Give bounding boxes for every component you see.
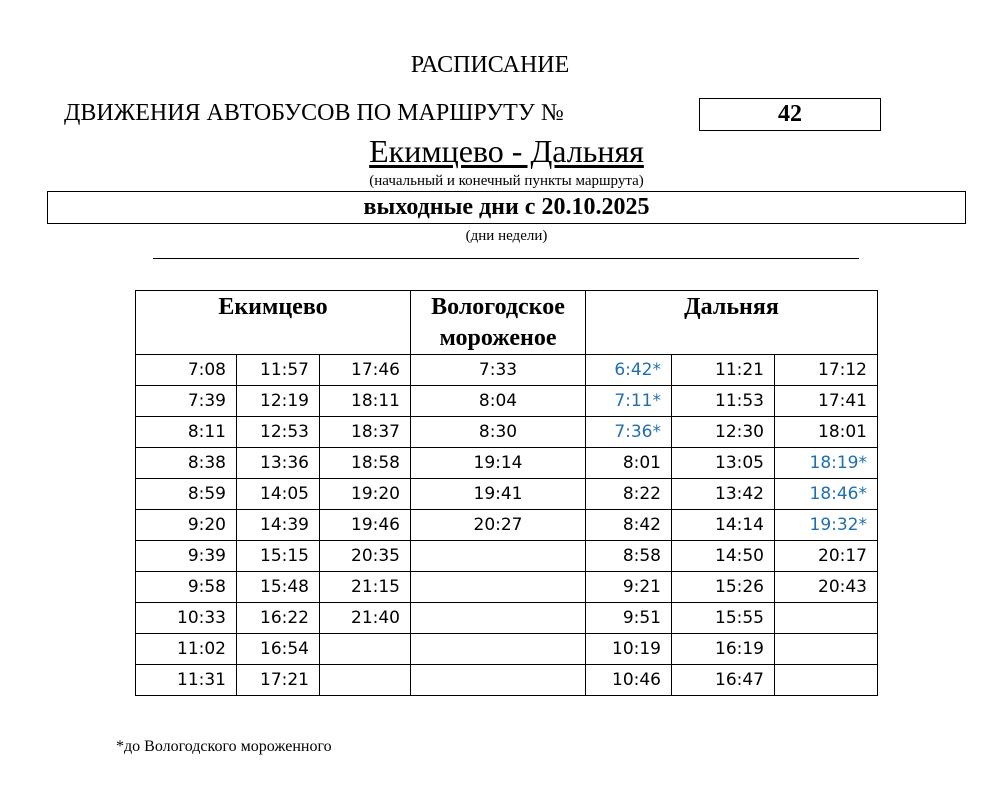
time-cell: 9:51 xyxy=(586,603,672,634)
time-cell: 9:58 xyxy=(136,572,237,603)
time-cell: 18:11 xyxy=(320,386,411,417)
time-cell: 19:14 xyxy=(411,448,586,479)
days-label: выходные дни с 20.10.2025 xyxy=(363,194,650,220)
time-cell xyxy=(411,603,586,634)
table-row xyxy=(136,665,878,696)
time-cell: 18:19* xyxy=(775,448,878,479)
days-box xyxy=(47,191,966,224)
time-cell: 17:46 xyxy=(320,355,411,386)
time-cell: 18:46* xyxy=(775,479,878,510)
time-cell: 13:36 xyxy=(237,448,320,479)
time-cell: 9:21 xyxy=(586,572,672,603)
schedule-body xyxy=(136,355,878,696)
table-row xyxy=(136,541,878,572)
time-cell: 10:33 xyxy=(136,603,237,634)
route-name: Екимцево - Дальняя xyxy=(369,133,644,169)
table-row xyxy=(136,386,878,417)
time-cell: 8:22 xyxy=(586,479,672,510)
time-cell: 15:48 xyxy=(237,572,320,603)
time-cell: 14:14 xyxy=(672,510,775,541)
time-cell: 7:36* xyxy=(586,417,672,448)
time-cell: 6:42* xyxy=(586,355,672,386)
time-cell xyxy=(320,665,411,696)
time-cell: 14:39 xyxy=(237,510,320,541)
time-cell: 14:50 xyxy=(672,541,775,572)
route-number: 42 xyxy=(778,101,802,127)
time-cell: 12:53 xyxy=(237,417,320,448)
time-cell xyxy=(320,634,411,665)
table-row xyxy=(136,417,878,448)
header-vologodskoe-morozhenoe: Вологодское мороженое xyxy=(411,291,586,355)
time-cell xyxy=(411,634,586,665)
time-cell: 11:21 xyxy=(672,355,775,386)
time-cell: 11:53 xyxy=(672,386,775,417)
time-cell: 16:47 xyxy=(672,665,775,696)
route-number-box xyxy=(699,98,881,131)
time-cell: 8:04 xyxy=(411,386,586,417)
time-cell: 11:31 xyxy=(136,665,237,696)
time-cell: 12:30 xyxy=(672,417,775,448)
time-cell: 16:22 xyxy=(237,603,320,634)
divider-line xyxy=(153,258,859,259)
time-cell: 13:42 xyxy=(672,479,775,510)
table-row xyxy=(136,572,878,603)
time-cell: 19:32* xyxy=(775,510,878,541)
table-row xyxy=(136,479,878,510)
time-cell xyxy=(775,634,878,665)
time-cell: 10:19 xyxy=(586,634,672,665)
time-cell: 13:05 xyxy=(672,448,775,479)
time-cell: 20:35 xyxy=(320,541,411,572)
time-cell: 10:46 xyxy=(586,665,672,696)
time-cell: 18:58 xyxy=(320,448,411,479)
time-cell: 7:33 xyxy=(411,355,586,386)
time-cell: 20:17 xyxy=(775,541,878,572)
time-cell: 8:30 xyxy=(411,417,586,448)
table-row xyxy=(136,634,878,665)
time-cell xyxy=(775,665,878,696)
time-cell: 18:01 xyxy=(775,417,878,448)
time-cell: 17:12 xyxy=(775,355,878,386)
time-cell: 20:27 xyxy=(411,510,586,541)
table-row xyxy=(136,510,878,541)
header-ekimtsevo: Екимцево xyxy=(136,291,411,355)
time-cell: 11:02 xyxy=(136,634,237,665)
time-cell: 9:20 xyxy=(136,510,237,541)
page-title: РАСПИСАНИЕ xyxy=(410,52,570,78)
footnote: *до Вологодского мороженного xyxy=(116,738,332,755)
table-row xyxy=(136,355,878,386)
time-cell: 11:57 xyxy=(237,355,320,386)
time-cell: 21:40 xyxy=(320,603,411,634)
time-cell: 19:46 xyxy=(320,510,411,541)
time-cell: 21:15 xyxy=(320,572,411,603)
time-cell: 19:20 xyxy=(320,479,411,510)
time-cell: 7:39 xyxy=(136,386,237,417)
time-cell: 8:01 xyxy=(586,448,672,479)
time-cell xyxy=(411,665,586,696)
table-row xyxy=(136,448,878,479)
time-cell: 17:21 xyxy=(237,665,320,696)
time-cell: 9:39 xyxy=(136,541,237,572)
days-note: (дни недели) xyxy=(465,228,548,244)
table-row xyxy=(136,603,878,634)
time-cell: 16:54 xyxy=(237,634,320,665)
route-subtitle: ДВИЖЕНИЯ АВТОБУСОВ ПО МАРШРУТУ № xyxy=(64,100,564,126)
time-cell: 15:26 xyxy=(672,572,775,603)
time-cell: 8:59 xyxy=(136,479,237,510)
time-cell: 20:43 xyxy=(775,572,878,603)
header-dalnyaya: Дальняя xyxy=(586,291,878,355)
route-name-note: (начальный и конечный пункты маршрута) xyxy=(369,173,644,189)
time-cell: 15:55 xyxy=(672,603,775,634)
time-cell xyxy=(411,572,586,603)
time-cell: 8:11 xyxy=(136,417,237,448)
time-cell: 16:19 xyxy=(672,634,775,665)
time-cell: 7:11* xyxy=(586,386,672,417)
table-header-row xyxy=(136,291,878,355)
time-cell: 18:37 xyxy=(320,417,411,448)
time-cell: 17:41 xyxy=(775,386,878,417)
time-cell: 8:42 xyxy=(586,510,672,541)
time-cell: 14:05 xyxy=(237,479,320,510)
time-cell: 8:58 xyxy=(586,541,672,572)
time-cell: 19:41 xyxy=(411,479,586,510)
time-cell: 12:19 xyxy=(237,386,320,417)
time-cell: 8:38 xyxy=(136,448,237,479)
time-cell: 7:08 xyxy=(136,355,237,386)
schedule-table xyxy=(135,290,878,696)
time-cell xyxy=(411,541,586,572)
time-cell xyxy=(775,603,878,634)
time-cell: 15:15 xyxy=(237,541,320,572)
